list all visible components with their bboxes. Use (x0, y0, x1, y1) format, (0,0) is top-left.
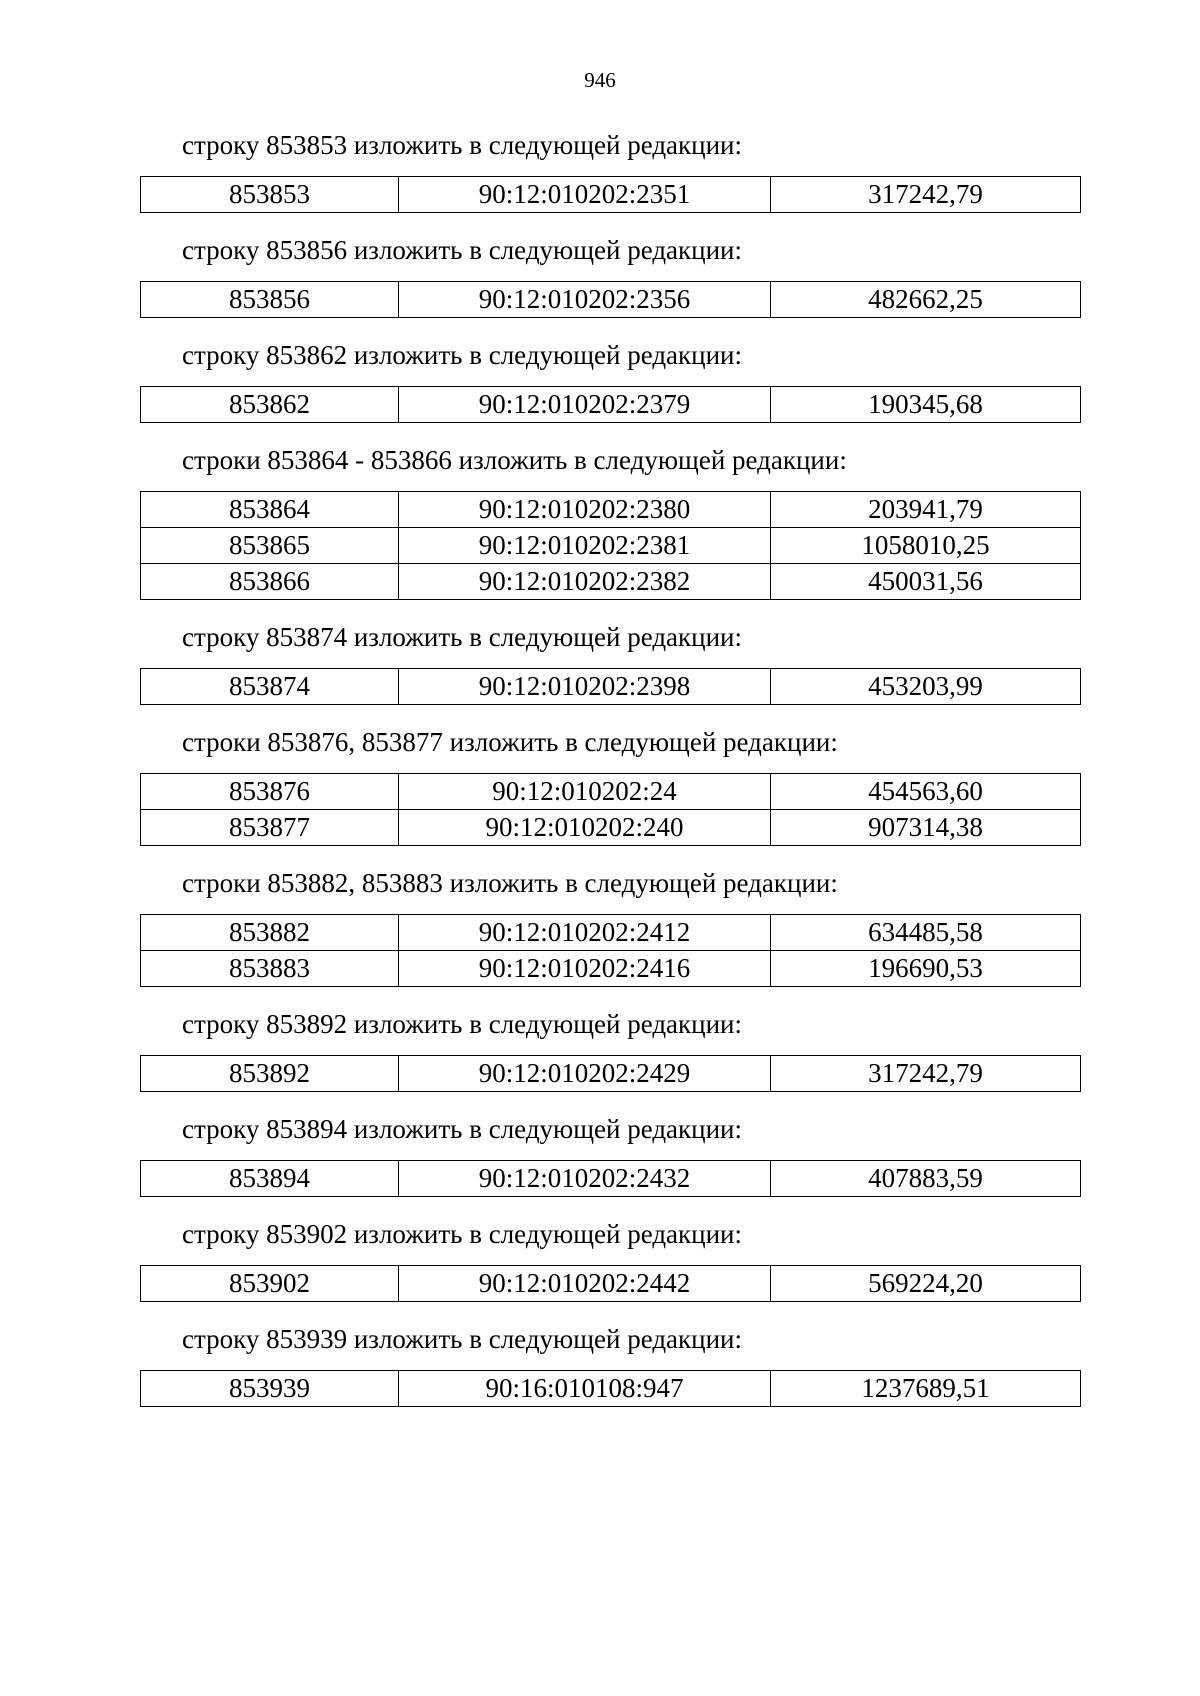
table-row (141, 1266, 1081, 1302)
document-body (140, 126, 1080, 1425)
value-cell: 407883,59 (771, 1161, 1081, 1197)
value-cell: 1237689,51 (771, 1371, 1081, 1407)
cadastral-number-cell: 90:12:010202:2351 (399, 177, 771, 213)
row-number-cell: 853902 (141, 1266, 399, 1302)
value-cell: 634485,58 (771, 915, 1081, 951)
table-row (141, 951, 1081, 987)
table-row (141, 492, 1081, 528)
value-cell: 907314,38 (771, 810, 1081, 846)
row-number-cell: 853882 (141, 915, 399, 951)
section-heading: строку 853939 изложить в следующей редакции: (182, 1324, 743, 1354)
amendment-table (140, 1160, 1081, 1197)
value-cell: 196690,53 (771, 951, 1081, 987)
cadastral-number-cell: 90:16:010108:947 (399, 1371, 771, 1407)
cadastral-number-cell: 90:12:010202:2432 (399, 1161, 771, 1197)
table-row (141, 282, 1081, 318)
amendment-table (140, 176, 1081, 213)
page-number: 946 (584, 68, 616, 92)
section-heading: строки 853864 - 853866 изложить в следующей редакции: (182, 445, 847, 475)
table-row (141, 1056, 1081, 1092)
value-cell: 190345,68 (771, 387, 1081, 423)
row-number-cell: 853877 (141, 810, 399, 846)
row-number-cell: 853876 (141, 774, 399, 810)
amendment-table (140, 1370, 1081, 1407)
value-cell: 317242,79 (771, 1056, 1081, 1092)
row-number-cell: 853866 (141, 564, 399, 600)
table-row (141, 1371, 1081, 1407)
amendment-table (140, 668, 1081, 705)
value-cell: 569224,20 (771, 1266, 1081, 1302)
cadastral-number-cell: 90:12:010202:2429 (399, 1056, 771, 1092)
amendment-table (140, 386, 1081, 423)
cadastral-number-cell: 90:12:010202:2379 (399, 387, 771, 423)
section-heading: строку 853874 изложить в следующей редакции: (182, 622, 743, 652)
amendment-table (140, 773, 1081, 846)
row-number-cell: 853892 (141, 1056, 399, 1092)
amendment-table (140, 914, 1081, 987)
row-number-cell: 853939 (141, 1371, 399, 1407)
value-cell: 1058010,25 (771, 528, 1081, 564)
table-row (141, 669, 1081, 705)
section-heading: строку 853892 изложить в следующей редакции: (182, 1009, 743, 1039)
section-heading: строки 853882, 853883 изложить в следующей редакции: (182, 868, 838, 898)
table-row (141, 810, 1081, 846)
row-number-cell: 853874 (141, 669, 399, 705)
cadastral-number-cell: 90:12:010202:2382 (399, 564, 771, 600)
section-heading: строки 853876, 853877 изложить в следующей редакции: (182, 727, 838, 757)
cadastral-number-cell: 90:12:010202:2356 (399, 282, 771, 318)
value-cell: 482662,25 (771, 282, 1081, 318)
value-cell: 453203,99 (771, 669, 1081, 705)
table-row (141, 774, 1081, 810)
cadastral-number-cell: 90:12:010202:2380 (399, 492, 771, 528)
cadastral-number-cell: 90:12:010202:24 (399, 774, 771, 810)
section-heading: строку 853856 изложить в следующей редакции: (182, 235, 743, 265)
row-number-cell: 853864 (141, 492, 399, 528)
value-cell: 203941,79 (771, 492, 1081, 528)
section-heading: строку 853902 изложить в следующей редакции: (182, 1219, 743, 1249)
section-heading: строку 853894 изложить в следующей редакции: (182, 1114, 743, 1144)
cadastral-number-cell: 90:12:010202:240 (399, 810, 771, 846)
row-number-cell: 853862 (141, 387, 399, 423)
amendment-table (140, 1265, 1081, 1302)
row-number-cell: 853865 (141, 528, 399, 564)
table-row (141, 177, 1081, 213)
table-row (141, 1161, 1081, 1197)
section-heading: строку 853862 изложить в следующей редакции: (182, 340, 743, 370)
amendment-table (140, 491, 1081, 600)
cadastral-number-cell: 90:12:010202:2442 (399, 1266, 771, 1302)
value-cell: 454563,60 (771, 774, 1081, 810)
amendment-table (140, 281, 1081, 318)
cadastral-number-cell: 90:12:010202:2416 (399, 951, 771, 987)
table-row (141, 528, 1081, 564)
row-number-cell: 853894 (141, 1161, 399, 1197)
table-row (141, 915, 1081, 951)
cadastral-number-cell: 90:12:010202:2398 (399, 669, 771, 705)
cadastral-number-cell: 90:12:010202:2412 (399, 915, 771, 951)
table-row (141, 387, 1081, 423)
row-number-cell: 853853 (141, 177, 399, 213)
table-row (141, 564, 1081, 600)
value-cell: 317242,79 (771, 177, 1081, 213)
cadastral-number-cell: 90:12:010202:2381 (399, 528, 771, 564)
amendment-table (140, 1055, 1081, 1092)
row-number-cell: 853856 (141, 282, 399, 318)
value-cell: 450031,56 (771, 564, 1081, 600)
row-number-cell: 853883 (141, 951, 399, 987)
section-heading: строку 853853 изложить в следующей редакции: (182, 130, 743, 160)
